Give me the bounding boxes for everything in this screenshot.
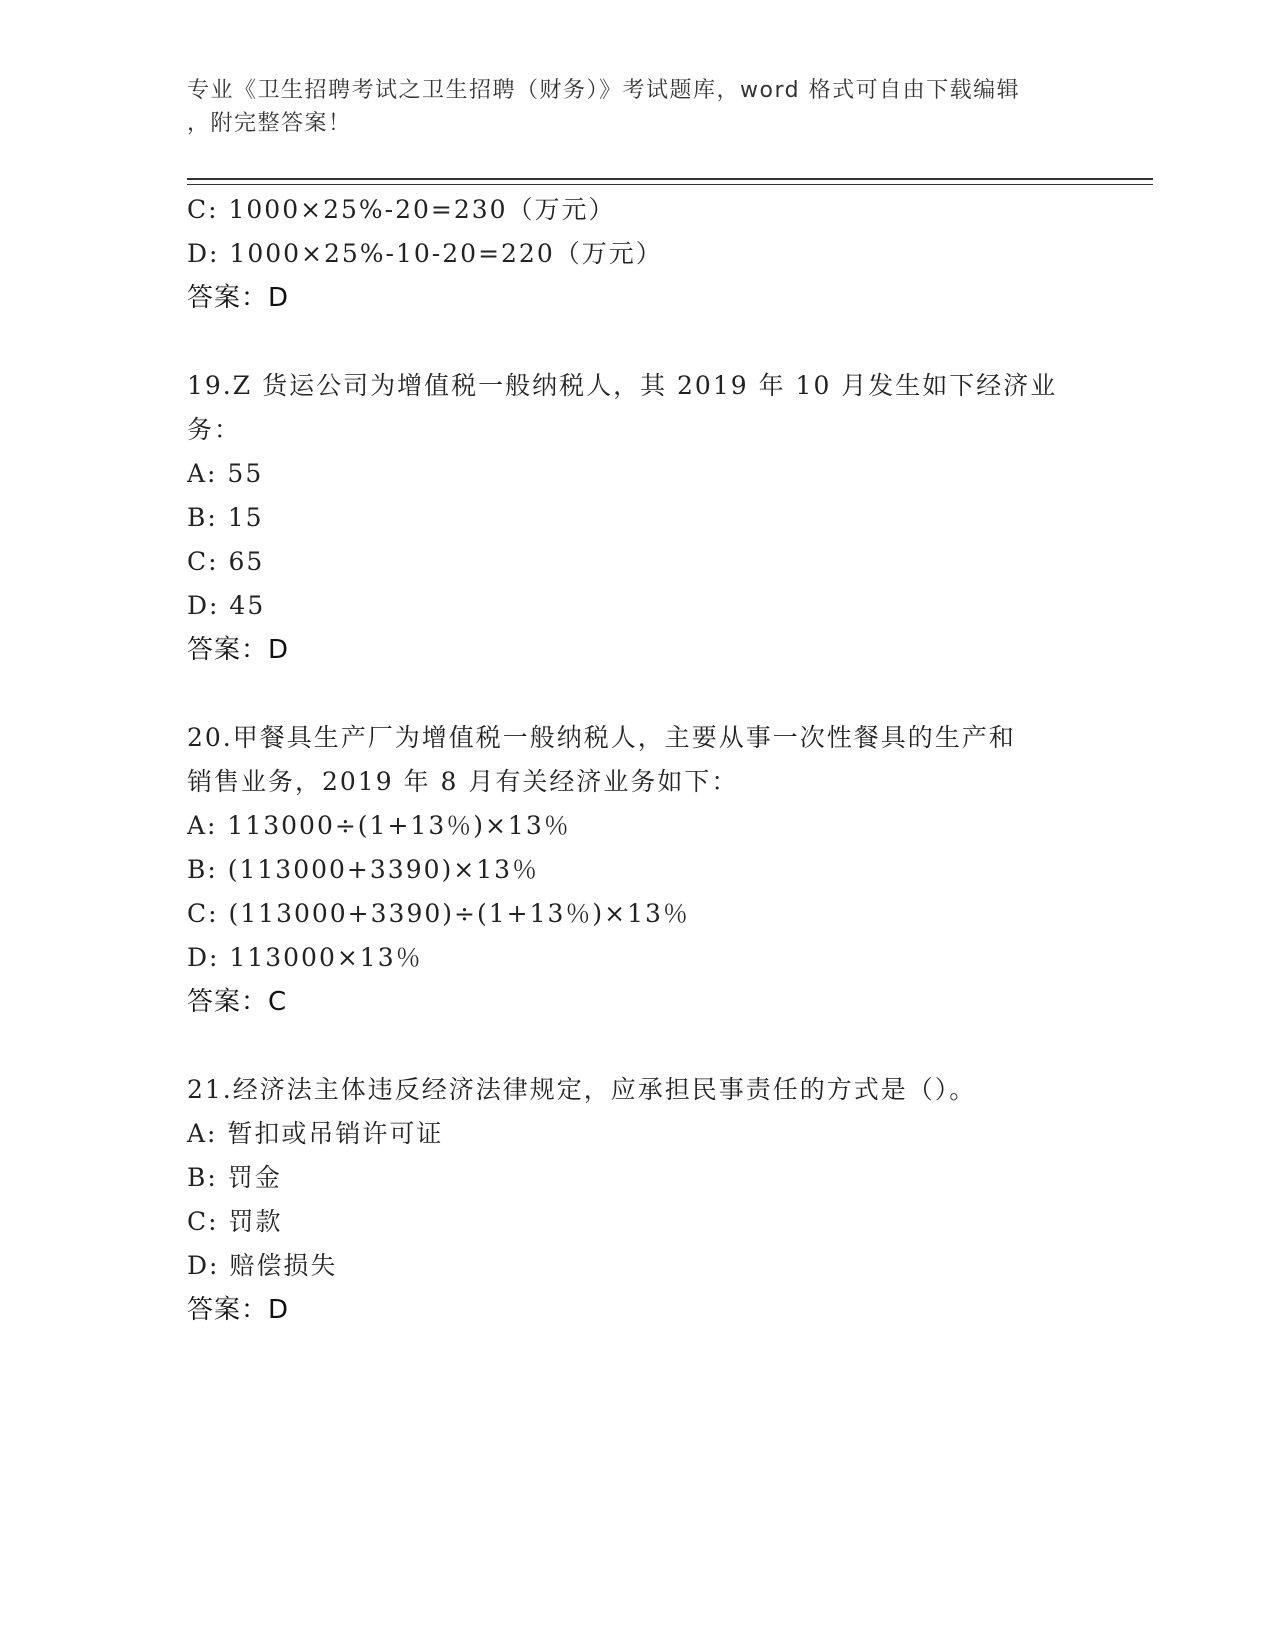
q21-option-d: D: 赔偿损失 — [187, 1251, 338, 1280]
q21-option-c: C: 罚款 — [187, 1207, 283, 1236]
header-divider — [187, 178, 1153, 180]
q20-answer: 答案：C — [187, 987, 288, 1017]
q18-answer: 答案：D — [187, 283, 290, 313]
q21-option-a: A: 暂扣或吊销许可证 — [187, 1119, 444, 1148]
q20-option-a: A: 113000÷(1+13％)×13％ — [187, 811, 571, 840]
q18-option-c: C: 1000×25%-20=230（万元） — [187, 195, 616, 224]
q20-option-c: C: (113000+3390)÷(1+13％)×13％ — [187, 899, 690, 928]
header-line-1: 专业《卫生招聘考试之卫生招聘（财务）》考试题库，word 格式可自由下载编辑 — [187, 78, 1021, 103]
q19-option-b: B: 15 — [187, 503, 264, 532]
q20-stem-line-1: 20.甲餐具生产厂为增值税一般纳税人，主要从事一次性餐具的生产和 — [187, 723, 1016, 752]
q20-option-b: B: (113000+3390)×13％ — [187, 855, 540, 884]
q21-stem: 21.经济法主体违反经济法律规定，应承担民事责任的方式是（）。 — [187, 1075, 977, 1104]
q19-option-a: A: 55 — [187, 459, 264, 488]
header-line-2: ，附完整答案！ — [187, 111, 352, 136]
q19-answer: 答案：D — [187, 635, 290, 665]
q20-stem-line-2: 销售业务，2019 年 8 月有关经济业务如下： — [187, 767, 739, 796]
document-header — [187, 74, 1067, 140]
header-divider-thin — [187, 184, 1153, 185]
q19-option-c: C: 65 — [187, 547, 265, 576]
q21-answer: 答案：D — [187, 1295, 290, 1325]
q19-option-d: D: 45 — [187, 591, 266, 620]
q19-stem-line-1: 19.Z 货运公司为增值税一般纳税人，其 2019 年 10 月发生如下经济业 — [187, 371, 1058, 400]
q18-option-d: D: 1000×25%-10-20=220（万元） — [187, 239, 663, 268]
q19-stem-line-2: 务： — [187, 415, 242, 444]
q20-option-d: D: 113000×13％ — [187, 943, 423, 972]
q21-option-b: B: 罚金 — [187, 1163, 282, 1192]
